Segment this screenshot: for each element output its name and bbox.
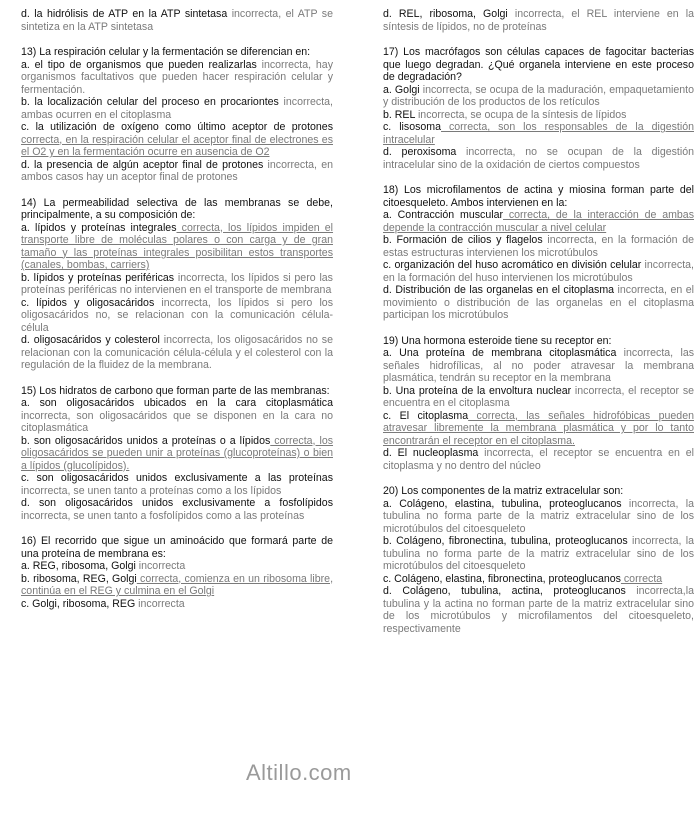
left-column xyxy=(21,8,333,623)
feedback-incorrect: incorrecta, el receptor se encuentra en el citoplasma y no dentro del núcleo xyxy=(383,447,694,472)
question-block xyxy=(21,8,333,33)
answer-option xyxy=(383,121,694,146)
option-label: b. Colágeno, fibronectina, tubulina, proteoglucanos xyxy=(383,535,628,547)
option-label: a. el tipo de organismos que pueden realizarlas xyxy=(21,58,257,71)
feedback-incorrect: incorrecta xyxy=(135,560,186,572)
feedback-incorrect: incorrecta, el receptor se encuentra en el citoplasma xyxy=(383,384,695,409)
answer-option xyxy=(383,385,694,410)
question-block xyxy=(21,46,333,184)
option-label: d. Distribución de las organelas en el citoplasma xyxy=(383,284,615,296)
answer-option xyxy=(383,573,694,586)
watermark-altillo: Altillo.com xyxy=(246,760,352,785)
feedback-incorrect: incorrecta,la tubulina y la actina no forman parte de la matriz extracelular sino de los microtúbulos y microfilamentos del citoesqueleto, respectivamente xyxy=(383,585,694,635)
feedback-correct: correcta, los lípidos impiden el transporte libre de moléculas polares o con carga y de gran tamaño y las proteínas integrales posibilitan estos transportes (canales, bombas, carriers) xyxy=(21,221,334,271)
question-stem: 20) Los componentes de la matriz extracelular son: xyxy=(383,485,624,497)
answer-option xyxy=(383,447,694,472)
feedback-incorrect: incorrecta, hay organismos facultativos que pueden hacer respiración celular y fermentación. xyxy=(21,58,333,96)
answer-option xyxy=(383,585,694,635)
answer-option xyxy=(21,96,333,121)
feedback-incorrect: incorrecta, los lípidos si pero las proteínas periféricas no intervienen en el transporte de membrana xyxy=(21,271,333,296)
right-column xyxy=(383,8,694,648)
answer-option xyxy=(21,560,333,573)
feedback-correct: correcta, comienza en un ribosoma libre, continúa en el REG y culmina en el Golgi xyxy=(21,572,334,597)
answer-option xyxy=(383,109,694,122)
feedback-incorrect: incorrecta, no se ocupan de la digestión intracelular sino de la oxidación de ciertos compuestos xyxy=(383,146,694,171)
answer-option xyxy=(21,8,333,33)
question-block xyxy=(21,385,333,523)
answer-option xyxy=(21,334,333,372)
answer-option xyxy=(383,410,694,448)
option-label: d. peroxisoma xyxy=(383,146,457,158)
answer-option xyxy=(21,573,333,598)
option-label: a. REG, ribosoma, Golgi xyxy=(21,560,136,572)
answer-option xyxy=(383,84,694,109)
option-label: a. Colágeno, elastina, tubulina, proteoglucanos xyxy=(383,497,622,510)
answer-option xyxy=(21,472,333,497)
question-block xyxy=(21,197,333,372)
feedback-incorrect: incorrecta, en el movimiento o distribución de las organelas en el citoplasma participan los microtúbulos xyxy=(383,284,694,321)
question-block xyxy=(383,46,694,171)
option-label: c. son oligosacáridos unidos exclusivamente a las proteínas xyxy=(21,472,333,484)
question-block xyxy=(21,535,333,610)
feedback-incorrect: incorrecta, el REL interviene en la síntesis de lípidos, no de proteínas xyxy=(383,8,694,33)
answer-option xyxy=(21,222,333,272)
answer-option xyxy=(21,159,333,184)
option-label: d. la hidrólisis de ATP en la ATP sintetasa xyxy=(21,8,228,20)
option-label: b. Una proteína de la envoltura nuclear xyxy=(383,384,572,397)
feedback-incorrect: incorrecta, se ocupa de la maduración, empaquetamiento y distribución de los productos de los retículos xyxy=(383,83,694,108)
question-block xyxy=(383,335,694,473)
option-label: b. lípidos y proteínas periféricas xyxy=(21,271,175,284)
option-label: d. oligosacáridos y colesterol xyxy=(21,334,160,346)
feedback-incorrect: incorrecta, el ATP se sintetiza en la ATP sintetasa xyxy=(21,8,333,33)
feedback-incorrect: incorrecta, en ambos casos hay un aceptor final de protones xyxy=(21,158,333,183)
question-block xyxy=(383,8,694,33)
option-label: a. son oligosacáridos ubicados en la cara citoplasmática xyxy=(21,397,333,409)
feedback-incorrect: incorrecta, ambas ocurren en el citoplasma xyxy=(21,96,333,121)
feedback-correct: correcta, en la respiración celular el aceptor final de electrones es el O2 y en la fermentación ocurre en ausencia de O2 xyxy=(21,133,333,158)
option-label: b. son oligosacáridos unidos a proteínas o a lípidos xyxy=(21,434,271,447)
question-stem: 18) Los microfilamentos de actina y miosina forman parte del citoesqueleto. Ambos intervienen en la: xyxy=(383,184,694,209)
answer-option xyxy=(383,8,694,33)
feedback-incorrect: incorrecta, la tubulina no forma parte de la matriz extracelular sino de los microtúbulos del citoesqueleto xyxy=(383,497,694,535)
option-label: b. Formación de cilios y flagelos xyxy=(383,234,543,246)
feedback-incorrect: incorrecta, se unen tanto a fosfolípidos como a las proteínas xyxy=(21,509,305,522)
answer-option xyxy=(383,498,694,536)
option-label: d. REL, ribosoma, Golgi xyxy=(383,8,508,20)
answer-option xyxy=(21,497,333,522)
feedback-correct: correcta xyxy=(620,572,663,585)
feedback-incorrect: incorrecta, en la formación del huso intervienen los microtúbulos xyxy=(383,259,695,284)
question-stem: 17) Los macrófagos son células capaces de fagocitar bacterias que luego degradan. ¿Qué organela interviene en este proceso de degradación? xyxy=(383,46,694,83)
answer-option xyxy=(21,121,333,159)
option-label: b. REL xyxy=(383,108,415,121)
option-label: b. ribosoma, REG, Golgi xyxy=(21,572,137,585)
feedback-incorrect: incorrecta, se ocupa de la síntesis de lípidos xyxy=(415,108,627,121)
question-block xyxy=(383,184,694,322)
option-label: a. Una proteína de membrana citoplasmática xyxy=(383,347,617,359)
question-stem: 13) La respiración celular y la fermentación se diferencian en: xyxy=(21,46,311,58)
question-block xyxy=(383,485,694,635)
feedback-incorrect: incorrecta, en la formación de estas estructuras intervienen los microtúbulos xyxy=(383,234,695,259)
answer-option xyxy=(21,435,333,473)
question-stem: 14) La permeabilidad selectiva de las membranas se debe, principalmente, a su composición de: xyxy=(21,196,333,221)
question-stem: 19) Una hormona esteroide tiene su receptor en: xyxy=(383,334,612,347)
option-label: a. Contracción muscular xyxy=(383,209,503,221)
option-label: c. la utilización de oxígeno como último aceptor de protones xyxy=(21,121,333,133)
answer-option xyxy=(21,272,333,297)
answer-option xyxy=(21,397,333,435)
answer-option xyxy=(21,297,333,335)
option-label: a. Golgi xyxy=(383,83,420,96)
feedback-incorrect: incorrecta xyxy=(135,597,185,610)
feedback-correct: correcta, los oligosacáridos se pueden unir a proteínas (glucoproteínas) o bien a lípidos (glucolípidos). xyxy=(21,434,334,472)
option-label: a. lípidos y proteínas integrales xyxy=(21,221,177,234)
answer-option xyxy=(383,259,694,284)
feedback-incorrect: incorrecta, se unen tanto a proteínas como a los lípidos xyxy=(21,484,282,497)
question-stem: 16) El recorrido que sigue un aminoácido que formará parte de una proteína de membrana es: xyxy=(21,535,333,560)
option-label: c. Colágeno, elastina, fibronectina, proteoglucanos xyxy=(383,572,621,585)
option-label: d. son oligosacáridos unidos exclusivamente a fosfolípidos xyxy=(21,497,333,509)
option-label: c. Golgi, ribosoma, REG xyxy=(21,597,136,610)
option-label: d. la presencia de algún aceptor final de protones xyxy=(21,158,264,171)
question-stem: 15) Los hidratos de carbono que forman parte de las membranas: xyxy=(21,384,330,397)
feedback-incorrect: incorrecta, los oligosacáridos no se relacionan con la comunicación célula-célula y el colesterol con la regulación de la fluidez de la membrana. xyxy=(21,334,333,371)
answer-option xyxy=(383,284,694,322)
answer-option xyxy=(383,209,694,234)
option-label: b. la localización celular del proceso en procariontes xyxy=(21,96,279,108)
option-label: c. lípidos y oligosacáridos xyxy=(21,296,155,309)
option-label: c. El citoplasma xyxy=(383,409,469,422)
feedback-correct: correcta, las señales hidrofóbicas pueden atravesar libremente la membrana plasmática y por lo tanto encontrarán el receptor en el citoplasma. xyxy=(383,409,694,447)
feedback-incorrect: incorrecta, las señales hidrofílicas, al no poder atravesar la membrana plasmática, tendrán su receptor en la membrana xyxy=(383,347,695,384)
feedback-incorrect: incorrecta, los lípidos si pero los oligosacáridos no, se relacionan con la comunicación célula-célula xyxy=(21,296,333,334)
option-label: c. lisosoma xyxy=(383,121,441,133)
option-label: d. Colágeno, tubulina, actina, proteoglucanos xyxy=(383,585,626,597)
feedback-incorrect: incorrecta, son oligosacáridos que se disponen en la cara no citoplasmática xyxy=(21,409,333,434)
feedback-correct: correcta, de la interacción de ambas depende la contracción muscular a nivel celular xyxy=(383,209,694,234)
answer-option xyxy=(383,234,694,259)
answer-option xyxy=(383,535,694,573)
feedback-incorrect: incorrecta, la tubulina no forma parte de la matriz extracelular sino de los microtúbulos del citoesqueleto xyxy=(383,535,694,572)
option-label: d. El nucleoplasma xyxy=(383,447,479,459)
option-label: c. organización del huso acromático en división celular xyxy=(383,259,642,271)
feedback-correct: correcta, son los responsables de la digestión intracelular xyxy=(383,121,694,146)
answer-option xyxy=(21,59,333,97)
answer-option xyxy=(21,598,333,611)
answer-option xyxy=(383,146,694,171)
answer-option xyxy=(383,347,694,385)
